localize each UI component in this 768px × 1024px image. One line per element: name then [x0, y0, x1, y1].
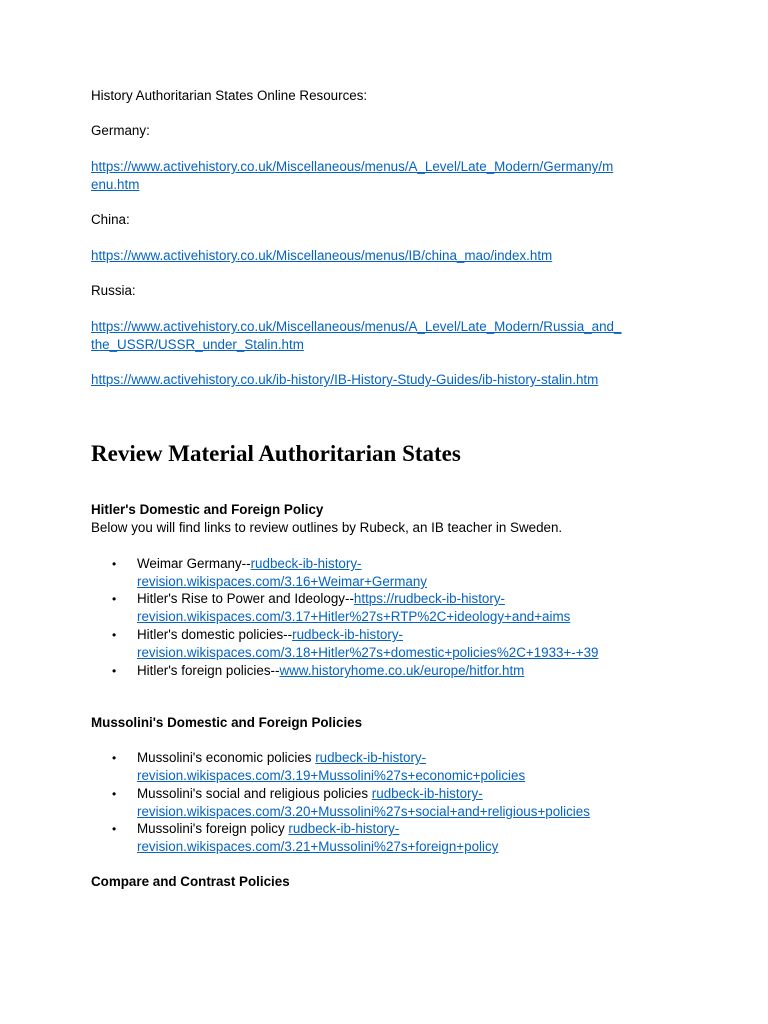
china-link[interactable]: https://www.activehistory.co.uk/Miscellaneous/menus/IB/china_mao/index.htm [91, 248, 553, 263]
list-item [112, 785, 590, 821]
china-label: China: [91, 212, 130, 227]
compare-section-heading: Compare and Contrast Policies [91, 874, 290, 889]
resources-title: History Authoritarian States Online Resources: [91, 88, 368, 103]
list-item-label: Weimar Germany-- [137, 556, 251, 571]
list-item-link-line2[interactable]: revision.wikispaces.com/3.17+Hitler%27s+RTP%2C+ideology+and+aims [137, 609, 571, 624]
germany-label: Germany: [91, 123, 150, 138]
russia-link-1-line2[interactable]: the_USSR/USSR_under_Stalin.htm [91, 337, 304, 352]
bullet-icon: • [112, 557, 117, 571]
list-item-label: Mussolini's foreign policy [137, 821, 289, 836]
hitler-intro-text: Below you will find links to review outlines by Rubeck, an IB teacher in Sweden. [91, 520, 563, 535]
russia-link-1-line1[interactable]: https://www.activehistory.co.uk/Miscellaneous/menus/A_Level/Late_Modern/Russia_and_ [91, 319, 622, 334]
bullet-icon: • [112, 592, 117, 606]
russia-link-1[interactable] [91, 318, 621, 354]
hitler-section-heading: Hitler's Domestic and Foreign Policy [91, 502, 324, 517]
list-item [112, 820, 499, 856]
bullet-icon: • [112, 787, 117, 801]
germany-link[interactable] [91, 158, 613, 194]
bullet-icon: • [112, 751, 117, 765]
list-item-link-line2[interactable]: revision.wikispaces.com/3.16+Weimar+Germany [137, 574, 427, 589]
bullet-icon: • [112, 822, 117, 836]
list-item-link-line2[interactable]: revision.wikispaces.com/3.21+Mussolini%27s+foreign+policy [137, 839, 499, 854]
list-item-link-line1[interactable]: https://rudbeck-ib-history- [353, 591, 505, 606]
list-item-link-line2[interactable]: revision.wikispaces.com/3.18+Hitler%27s+domestic+policies%2C+1933+-+39 [137, 645, 599, 660]
list-item-link-line1[interactable]: rudbeck-ib-history- [315, 750, 427, 765]
list-item [112, 749, 526, 785]
list-item [112, 555, 427, 591]
list-item-label: Mussolini's social and religious policies [137, 786, 372, 801]
mussolini-section-heading: Mussolini's Domestic and Foreign Policies [91, 715, 363, 730]
list-item-link-line2[interactable]: revision.wikispaces.com/3.20+Mussolini%27s+social+and+religious+policies [137, 804, 590, 819]
list-item-link-line1[interactable]: rudbeck-ib-history- [292, 627, 403, 642]
bullet-icon: • [112, 628, 117, 642]
list-item [112, 626, 599, 662]
russia-link-2[interactable]: https://www.activehistory.co.uk/ib-history/IB-History-Study-Guides/ib-history-stalin.htm [91, 372, 599, 387]
germany-link-line2[interactable]: enu.htm [91, 177, 140, 192]
list-item-link-line2[interactable]: revision.wikispaces.com/3.19+Mussolini%27s+economic+policies [137, 768, 526, 783]
list-item-label: Hitler's domestic policies-- [137, 627, 293, 642]
russia-label: Russia: [91, 283, 136, 298]
bullet-icon: • [112, 664, 117, 678]
list-item [112, 662, 525, 680]
list-item-link-line1[interactable]: rudbeck-ib-history- [371, 786, 483, 801]
list-item-label: Hitler's foreign policies-- [137, 663, 280, 678]
list-item [112, 590, 571, 626]
list-item-link-line1[interactable]: rudbeck-ib-history- [288, 821, 400, 836]
review-heading: Review Material Authoritarian States [91, 441, 461, 466]
list-item-label: Mussolini's economic policies [137, 750, 316, 765]
germany-link-line1[interactable]: https://www.activehistory.co.uk/Miscellaneous/menus/A_Level/Late_Modern/Germany/m [91, 159, 614, 174]
list-item-link-line1[interactable]: rudbeck-ib-history- [250, 556, 362, 571]
list-item-label: Hitler's Rise to Power and Ideology-- [137, 591, 354, 606]
list-item-link-line1[interactable]: www.historyhome.co.uk/europe/hitfor.htm [279, 663, 525, 678]
